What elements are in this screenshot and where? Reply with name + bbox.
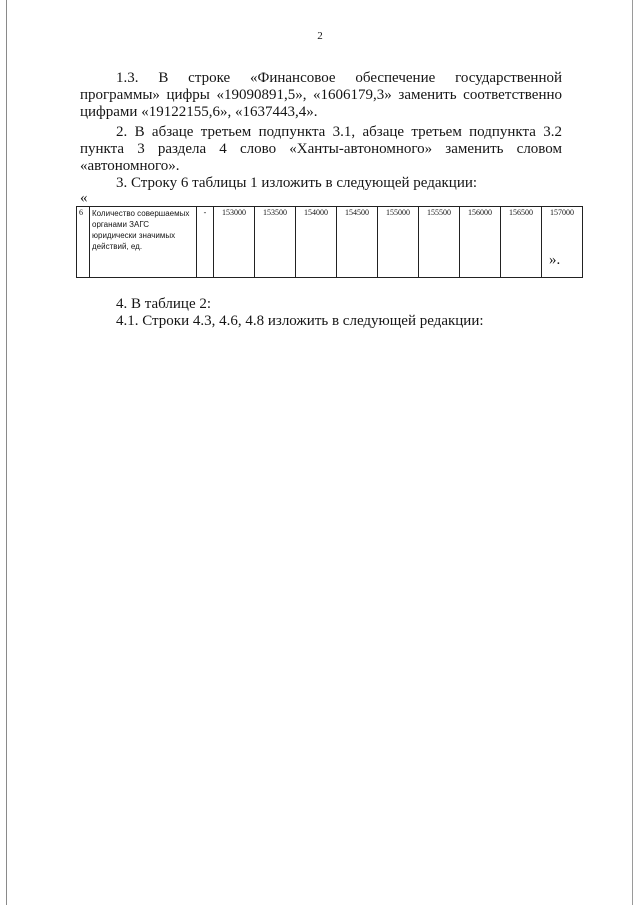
row-number-cell: 6: [77, 207, 90, 278]
paragraph-2-line-2: пункта 3 раздела 4 слово «Ханты-автономного» заменить словом: [80, 141, 562, 157]
table-row: [77, 207, 583, 278]
opening-quote: «: [80, 190, 88, 206]
paragraph-1-3: [80, 70, 562, 121]
table-1-row-6: [76, 206, 583, 278]
value-cell: 157000: [542, 207, 583, 278]
page-number: 2: [317, 30, 323, 42]
unit-cell: -: [197, 207, 214, 278]
value-cell: 153500: [255, 207, 296, 278]
indicator-name-cell: Количество совершаемых органами ЗАГС юридически значимых действий, ед.: [90, 207, 197, 278]
scan-left-edge: [6, 0, 7, 905]
paragraph-4: 4. В таблице 2:: [116, 296, 212, 312]
value-cell: 154000: [296, 207, 337, 278]
paragraph-2: [80, 124, 562, 175]
scan-right-edge: [632, 0, 633, 905]
value-cell: 154500: [337, 207, 378, 278]
value-cell: 156000: [460, 207, 501, 278]
closing-quote: ».: [549, 252, 561, 268]
value-cell: 153000: [214, 207, 255, 278]
paragraph-1-3-line-3: цифрами «19122155,6», «1637443,4».: [80, 104, 318, 120]
paragraph-4-1: 4.1. Строки 4.3, 4.6, 4.8 изложить в следующей редакции:: [116, 313, 484, 329]
value-cell: 156500: [501, 207, 542, 278]
paragraph-1-3-line-2: программы» цифры «19090891,5», «1606179,3» заменить соответственно: [80, 87, 562, 103]
paragraph-3: 3. Строку 6 таблицы 1 изложить в следующей редакции:: [116, 175, 478, 191]
paragraph-2-line-1: 2. В абзаце третьем подпункта 3.1, абзаце третьем подпункта 3.2: [116, 124, 562, 140]
value-cell: 155000: [378, 207, 419, 278]
value-cell: 155500: [419, 207, 460, 278]
paragraph-1-3-line-1: 1.3. В строке «Финансовое обеспечение государственной: [116, 70, 562, 86]
paragraph-2-line-3: «автономного».: [80, 158, 180, 174]
